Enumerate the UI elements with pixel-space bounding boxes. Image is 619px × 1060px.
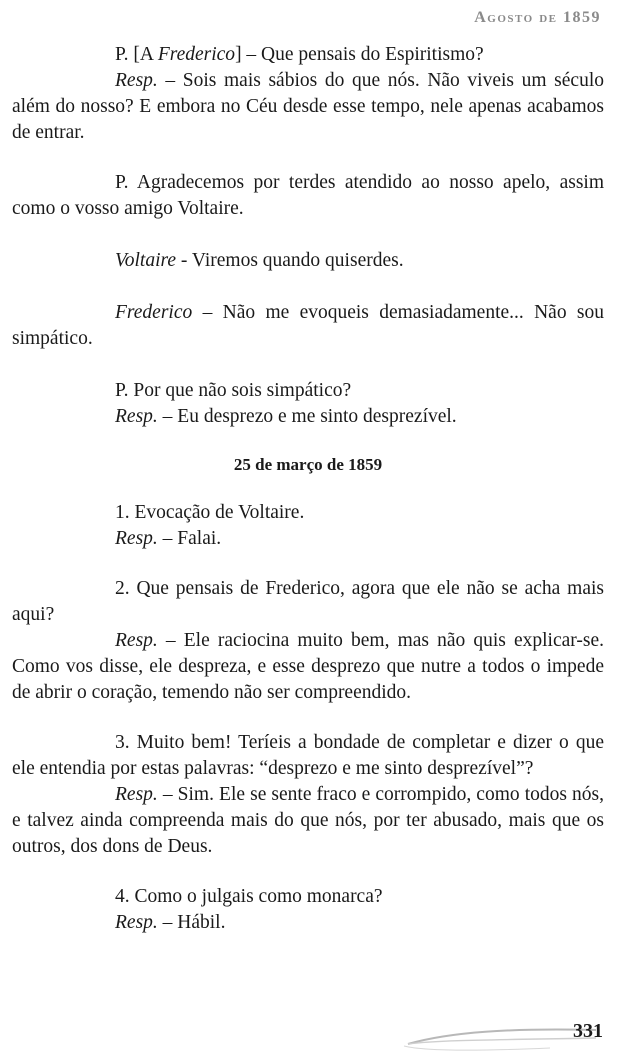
frederico-reply: Frederico – Não me evoqueis demasiadamente... Não sou simpático. <box>12 302 604 349</box>
answer-item-1: Resp. – Falai. <box>115 528 222 549</box>
question-1: P. [A Frederico] – Que pensais do Espiritismo? <box>115 44 484 65</box>
page-body <box>12 42 604 936</box>
item-3: 3. Muito bem! Teríeis a bondade de completar e dizer o que ele entendia por estas palavras: “desprezo e me sinto desprezível”? <box>12 732 604 779</box>
voltaire-reply: Voltaire - Viremos quando quiserdes. <box>115 250 404 271</box>
answer-item-4: Resp. – Hábil. <box>115 912 226 933</box>
item-2: 2. Que pensais de Frederico, agora que ele não se acha mais aqui? <box>12 578 604 625</box>
footer-swoosh-ornament <box>400 1018 600 1058</box>
answer-3: Resp. – Eu desprezo e me sinto desprezível. <box>115 406 457 427</box>
answer-item-2: Resp. – Ele raciocina muito bem, mas não quis explicar-se. Como vos disse, ele despreza, e esse desprezo que nutre a todos o impede de abrir o coração, temendo não ser compreendido. <box>12 630 604 703</box>
item-1: 1. Evocação de Voltaire. <box>115 502 305 523</box>
answer-1: Resp. – Sois mais sábios do que nós. Não viveis um século além do nosso? E embora no Céu desde esse tempo, nele apenas acabamos de entrar. <box>12 70 604 143</box>
question-3: P. Por que não sois simpático? <box>115 380 352 401</box>
running-head: Agosto de 1859 <box>474 9 601 26</box>
item-4: 4. Como o julgais como monarca? <box>115 886 383 907</box>
section-date: 25 de março de 1859 <box>233 455 383 474</box>
answer-item-3: Resp. – Sim. Ele se sente fraco e corrompido, como todos nós, e talvez ainda compreenda mais do que nós, por ter abusado, mais que os outros, dos dons de Deus. <box>12 784 604 857</box>
page-number: 331 <box>573 1020 603 1042</box>
question-2: P. Agradecemos por terdes atendido ao nosso apelo, assim como o vosso amigo Voltaire. <box>12 172 604 219</box>
